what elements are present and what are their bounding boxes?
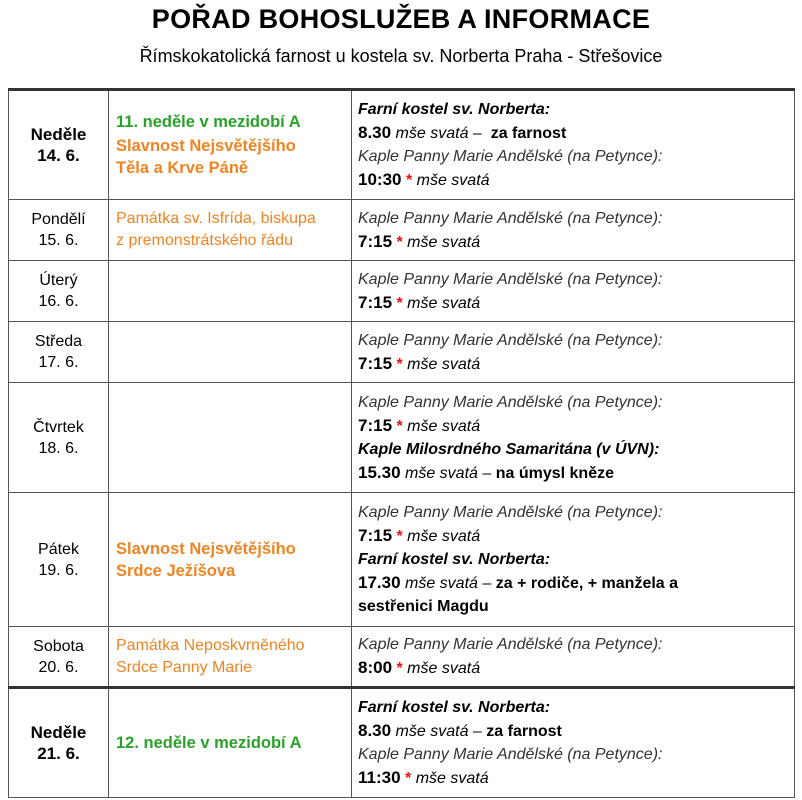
day-cell bbox=[9, 90, 109, 200]
mass-intention: na úmysl kněze bbox=[495, 464, 614, 482]
table-row bbox=[9, 493, 795, 627]
day-date: 15. 6. bbox=[38, 232, 79, 249]
mass-label: mše svatá – bbox=[405, 464, 492, 482]
mass-time: 8.30 bbox=[358, 123, 392, 142]
day-name: Pátek bbox=[38, 540, 79, 558]
chapel-name: Kaple Panny Marie Andělské (na Petynce): bbox=[358, 209, 663, 227]
service-cell bbox=[352, 200, 795, 261]
day-date: 16. 6. bbox=[38, 293, 79, 310]
day-name: Pondělí bbox=[31, 211, 86, 228]
chapel-name: Kaple Panny Marie Andělské (na Petynce): bbox=[358, 393, 663, 411]
day-name: Neděle bbox=[30, 723, 87, 742]
day-name: Čtvrtek bbox=[33, 418, 84, 436]
mass-intention-cont: sestřenici Magdu bbox=[358, 598, 489, 615]
mass-time: 7:15 bbox=[358, 231, 393, 251]
feast-name-cont: Těla a Krve Páně bbox=[116, 159, 249, 177]
feast-cell bbox=[109, 627, 352, 688]
feast-name: Památka Neposkvrněného bbox=[116, 636, 305, 654]
mass-intention: za farnost bbox=[486, 723, 562, 740]
feast-name-cont: Srdce Panny Marie bbox=[116, 658, 253, 676]
mass-label: mše svatá bbox=[415, 770, 489, 787]
service-cell bbox=[352, 322, 795, 383]
chapel-name: Kaple Milosrdného Samaritána (v ÚVN): bbox=[358, 440, 660, 458]
mass-time: 8.30 bbox=[358, 721, 392, 740]
feast-name-cont: z premonstrátského řádu bbox=[116, 232, 293, 249]
chapel-name: Kaple Panny Marie Andělské (na Petynce): bbox=[358, 504, 663, 521]
chapel-name: Kaple Panny Marie Andělské (na Petynce): bbox=[358, 636, 663, 653]
feast-cell bbox=[109, 688, 352, 798]
day-date: 20. 6. bbox=[38, 658, 79, 676]
service-cell bbox=[352, 261, 795, 322]
church-name: Farní kostel sv. Norberta: bbox=[358, 101, 551, 118]
feast-cell bbox=[109, 322, 352, 383]
day-cell bbox=[9, 688, 109, 798]
mass-time: 10:30 bbox=[358, 170, 402, 189]
feast-cell bbox=[109, 200, 352, 261]
table-row bbox=[9, 261, 795, 322]
day-name: Neděle bbox=[30, 125, 87, 144]
chapel-name: Kaple Panny Marie Andělské (na Petynce): bbox=[358, 270, 663, 288]
feast-cell bbox=[109, 261, 352, 322]
mass-label: mše svatá bbox=[407, 528, 481, 545]
star-marker: * bbox=[396, 294, 403, 312]
table-row bbox=[9, 322, 795, 383]
day-date: 21. 6. bbox=[37, 744, 80, 763]
feast-cell bbox=[109, 90, 352, 200]
table-row bbox=[9, 383, 795, 493]
star-marker: * bbox=[405, 172, 413, 189]
day-name: Sobota bbox=[33, 637, 84, 655]
page-subtitle: Římskokatolická farnost u kostela sv. Norberta Praha - Střešovice bbox=[139, 46, 663, 66]
service-cell bbox=[352, 493, 795, 627]
liturgical-sunday: 12. neděle v mezidobí A bbox=[116, 734, 302, 752]
table-row bbox=[9, 90, 795, 200]
service-cell bbox=[352, 627, 795, 688]
church-name: Farní kostel sv. Norberta: bbox=[358, 551, 551, 568]
mass-label: mše svatá – bbox=[395, 723, 482, 740]
schedule-table bbox=[8, 88, 795, 798]
church-name: Farní kostel sv. Norberta: bbox=[358, 699, 551, 716]
feast-name-cont: Srdce Ježíšova bbox=[116, 561, 236, 580]
mass-label: mše svatá bbox=[407, 294, 481, 312]
table-row bbox=[9, 627, 795, 688]
star-marker: * bbox=[396, 660, 403, 677]
day-cell bbox=[9, 322, 109, 383]
liturgical-sunday: 11. neděle v mezidobí A bbox=[116, 113, 301, 131]
day-date: 18. 6. bbox=[38, 439, 79, 457]
star-marker: * bbox=[405, 770, 412, 787]
table-row bbox=[9, 200, 795, 261]
day-date: 19. 6. bbox=[38, 561, 79, 579]
mass-time: 11:30 bbox=[358, 768, 401, 787]
feast-name: Památka sv. Isfrída, biskupa bbox=[116, 210, 316, 227]
day-cell bbox=[9, 200, 109, 261]
feast-name: Slavnost Nejsvětějšího bbox=[116, 137, 296, 155]
mass-time: 7:15 bbox=[358, 415, 393, 435]
mass-time: 7:15 bbox=[358, 353, 393, 373]
mass-time: 7:15 bbox=[358, 526, 393, 545]
mass-time: 8:00 bbox=[358, 658, 393, 677]
mass-intention: za farnost bbox=[490, 125, 567, 142]
day-cell bbox=[9, 493, 109, 627]
feast-name: Slavnost Nejsvětějšího bbox=[116, 539, 296, 558]
mass-time: 7:15 bbox=[358, 292, 393, 312]
day-date: 17. 6. bbox=[38, 354, 79, 371]
feast-cell bbox=[109, 383, 352, 493]
service-cell bbox=[352, 688, 795, 798]
day-cell bbox=[9, 383, 109, 493]
mass-label: mše svatá – bbox=[395, 125, 482, 142]
chapel-name: Kaple Panny Marie Andělské (na Petynce): bbox=[358, 746, 663, 763]
service-cell bbox=[352, 383, 795, 493]
mass-time: 15.30 bbox=[358, 462, 401, 482]
mass-intention: za + rodiče, + manžela a bbox=[495, 575, 679, 592]
day-cell bbox=[9, 261, 109, 322]
day-name: Středa bbox=[34, 333, 83, 350]
table-row bbox=[9, 688, 795, 798]
feast-cell bbox=[109, 493, 352, 627]
star-marker: * bbox=[396, 355, 403, 373]
star-marker: * bbox=[396, 528, 403, 545]
mass-label: mše svatá bbox=[407, 660, 481, 677]
mass-label: mše svatá bbox=[407, 417, 481, 435]
service-cell bbox=[352, 90, 795, 200]
chapel-name: Kaple Panny Marie Andělské (na Petynce): bbox=[358, 148, 663, 165]
mass-label: mše svatá – bbox=[405, 575, 492, 592]
mass-label: mše svatá bbox=[407, 233, 481, 251]
star-marker: * bbox=[396, 417, 403, 435]
day-cell bbox=[9, 627, 109, 688]
day-name: Úterý bbox=[39, 272, 78, 289]
star-marker: * bbox=[396, 233, 403, 251]
mass-time: 17.30 bbox=[358, 573, 401, 592]
chapel-name: Kaple Panny Marie Andělské (na Petynce): bbox=[358, 331, 663, 349]
mass-label: mše svatá bbox=[416, 172, 490, 189]
mass-label: mše svatá bbox=[407, 355, 481, 373]
page-title: POŘAD BOHOSLUŽEB A INFORMACE bbox=[151, 4, 651, 34]
day-date: 14. 6. bbox=[37, 146, 80, 165]
